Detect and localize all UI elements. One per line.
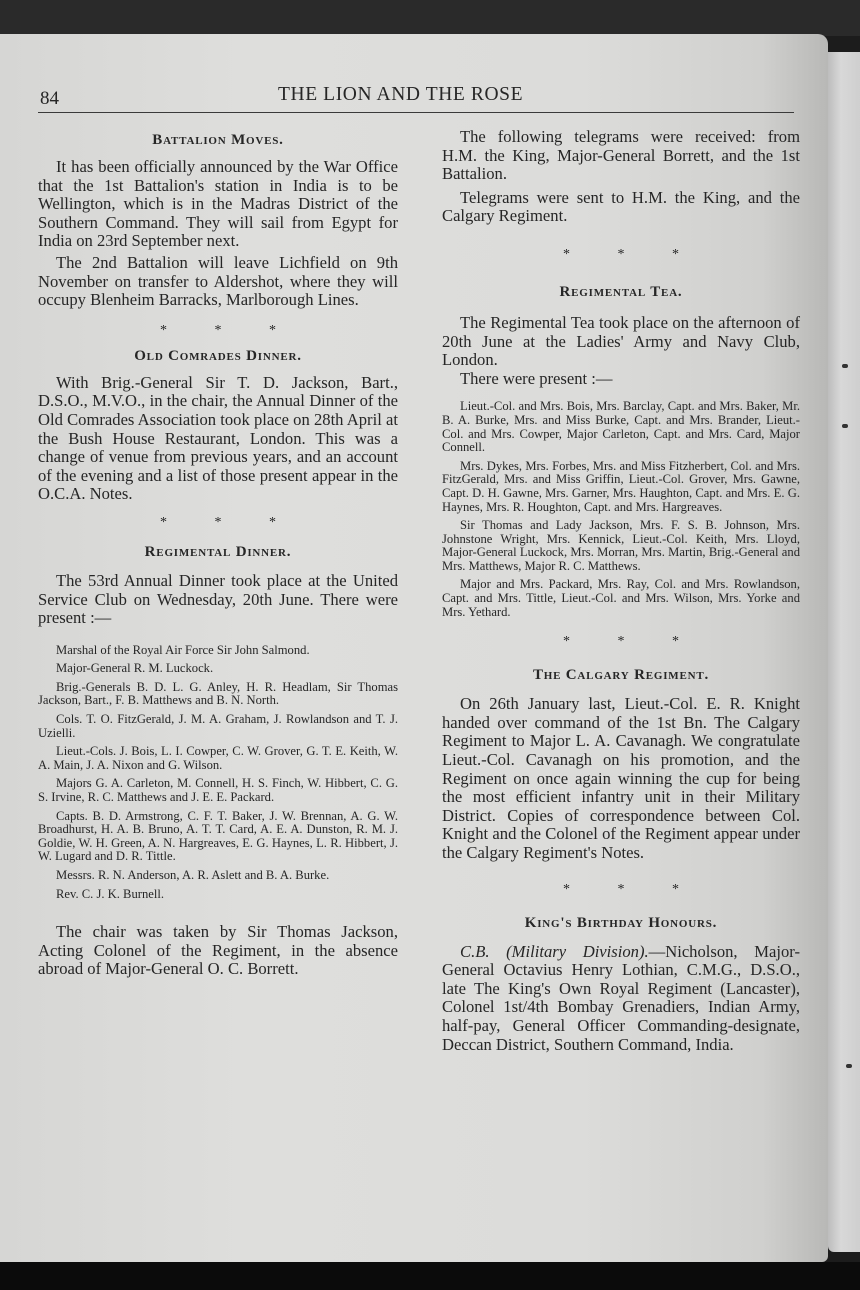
list-item: Rev. C. J. K. Burnell.	[56, 886, 164, 901]
award-title: C.B. (Military Division).	[460, 941, 649, 961]
page-mark	[842, 364, 848, 368]
section-separator: * * *	[160, 514, 298, 530]
paragraph: The 53rd Annual Dinner took place at the United Service Club on Wednesday, 20th June. There were present :—	[38, 570, 398, 628]
paragraph: The 2nd Battalion will leave Lichfield on 9th November on transfer to Aldershot, where they will occupy Blenheim Barracks, Marlborough Lines.	[38, 252, 398, 310]
attendee-list	[442, 400, 800, 619]
list-item: Cols. T. O. FitzGerald, J. M. A. Graham, J. Rowlandson and T. J. Uzielli.	[38, 712, 398, 740]
paragraph: The Regimental Tea took place on the afternoon of 20th June at the Ladies' Army and Navy Club, London.	[442, 312, 800, 370]
list-item: Major and Mrs. Packard, Mrs. Ray, Col. and Mrs. Rowlandson, Capt. and Mrs. Tittle, Lieut.-Col. and Mrs. Wilson, Mrs. Yorke and Mrs. Yethard.	[442, 577, 800, 619]
list-item: Brig.-Generals B. D. L. G. Anley, H. R. Headlam, Sir Thomas Jackson, Bart., F. B. Matthews and B. N. North.	[38, 679, 398, 708]
background-bottom	[0, 1262, 860, 1290]
list-item: Mrs. Dykes, Mrs. Forbes, Mrs. and Miss Fitzherbert, Col. and Mrs. FitzGerald, Mrs. and Miss Griffin, Lieut.-Col. Grover, Mrs. Gawne, Capt. D. H. Gawne, Mrs. Garner, Mrs. Haughton, Capt. and Mrs. E. G. Haynes, Mrs. R. Houghton, Capt. and Mrs. Hargreaves.	[442, 458, 800, 514]
paragraph: On 26th January last, Lieut.-Col. E. R. Knight handed over command of the 1st Bn. The Calgary Regiment to Major L. A. Cavanagh. We congratulate Lieut.-Col. Cavanagh on his promotion, and the Regiment on once again winning the cup for being the most efficient infantry unit in their Military District. Copies of correspondence between Col. Knight and the Colonel of the Regiment appear under the Calgary Regiment's Notes.	[442, 694, 800, 862]
section-kings-birthday-honours	[442, 913, 800, 1055]
citation: —Nicholson, Major-General Octavius Henry Lothian, C.M.G., D.S.O., late The King's Own Royal Regiment (Lancaster), Colonel 1st/4th Bombay Grenadiers, Indian Army, half-pay, General Officer Commanding-designate, Deccan District, Southern Command, India.	[442, 941, 800, 1054]
section-battalion-moves	[38, 130, 398, 310]
section-regimental-tea	[442, 282, 800, 619]
list-item: Sir Thomas and Lady Jackson, Mrs. F. S. B. Johnson, Mrs. Johnstone Wright, Mrs. Kennick, Lieut.-Col. Keith, Mrs. Lloyd, Major-General Luckock, Mrs. Morran, Mrs. Martin, Brig.-General and Mrs. Matthews, Major R. C. Matthews.	[442, 518, 800, 573]
list-item: Major-General R. M. Luckock.	[56, 661, 214, 676]
section-heading: Regimental Dinner.	[144, 543, 292, 560]
section-separator: * * *	[160, 322, 298, 338]
section-heading: King's Birthday Honours.	[524, 914, 718, 931]
background-top	[0, 0, 860, 36]
page-mark	[846, 1064, 852, 1068]
paragraph: The chair was taken by Sir Thomas Jackson, Acting Colonel of the Regiment, in the absence abroad of Major-General O. C. Borrett.	[38, 922, 398, 979]
section-telegrams	[442, 128, 800, 226]
section-old-comrades-dinner	[38, 346, 398, 504]
next-page-edge	[828, 52, 860, 1252]
magazine-page	[0, 34, 828, 1262]
section-heading: Old Comrades Dinner.	[134, 347, 302, 364]
section-calgary-regiment	[442, 665, 800, 862]
paragraph	[442, 943, 800, 1055]
list-item: Lieut.-Cols. J. Bois, L. I. Cowper, C. W. Grover, G. T. E. Keith, W. A. Main, J. A. Nixon and G. Wilson.	[38, 744, 398, 772]
list-item: Marshal of the Royal Air Force Sir John Salmond.	[56, 642, 310, 657]
section-separator: * * *	[563, 246, 701, 262]
section-separator: * * *	[563, 881, 701, 897]
list-item: Capts. B. D. Armstrong, C. F. T. Baker, J. W. Brennan, A. G. W. Broadhurst, H. A. B. Bruno, A. T. T. Card, A. E. A. Dunston, R. M. J. Goldie, W. H. Green, A. N. Hargreaves, E. G. Haynes, L. R. Hibbert, J. W. Lugard and D. R. Tittle.	[38, 808, 398, 864]
paragraph: With Brig.-General Sir T. D. Jackson, Bart., D.S.O., M.V.O., in the chair, the Annual Dinner of the Old Comrades Association took place on 28th April at the Bush House Restaurant, London. This was a change of venue from previous years, and an account of the evening and a list of those present appear in the O.C.A. Notes.	[38, 372, 398, 504]
left-column	[38, 128, 398, 979]
paragraph: Telegrams were sent to H.M. the King, and the Calgary Regiment.	[442, 187, 800, 226]
page-number: 84	[40, 88, 59, 109]
list-item: Messrs. R. N. Anderson, A. R. Aslett and B. A. Burke.	[56, 868, 330, 882]
running-title: THE LION AND THE ROSE	[278, 84, 524, 105]
right-column	[442, 128, 800, 1054]
section-heading: Battalion Moves.	[152, 132, 284, 148]
header-rule	[38, 112, 794, 113]
paragraph: There were present :—	[460, 368, 613, 388]
section-heading: The Calgary Regiment.	[532, 667, 710, 684]
paragraph: The following telegrams were received: from H.M. the King, Major-General Borrett, and the 1st Battalion.	[442, 127, 800, 184]
paragraph: It has been officially announced by the War Office that the 1st Battalion's station in India is to be Wellington, which is in the Madras District of the Southern Command. They will sail from Egypt for India on 23rd September next.	[38, 157, 398, 251]
section-separator: * * *	[563, 634, 701, 650]
section-heading: Regimental Tea.	[559, 283, 683, 300]
list-item: Majors G. A. Carleton, M. Connell, H. S. Finch, W. Hibbert, C. G. S. Irvine, R. C. Matthews and J. E. E. Packard.	[38, 776, 398, 805]
section-regimental-dinner	[38, 542, 398, 979]
list-item: Lieut.-Col. and Mrs. Bois, Mrs. Barclay, Capt. and Mrs. Baker, Mr. B. A. Burke, Mrs. and Miss Burke, Capt. and Mrs. Brander, Lieut.-Col. and Mrs. Cowper, Major Carleton, Capt. and Mrs. Card, Major Connell.	[442, 399, 800, 455]
attendee-list	[38, 644, 398, 902]
page-mark	[842, 424, 848, 428]
page-header	[40, 82, 794, 114]
